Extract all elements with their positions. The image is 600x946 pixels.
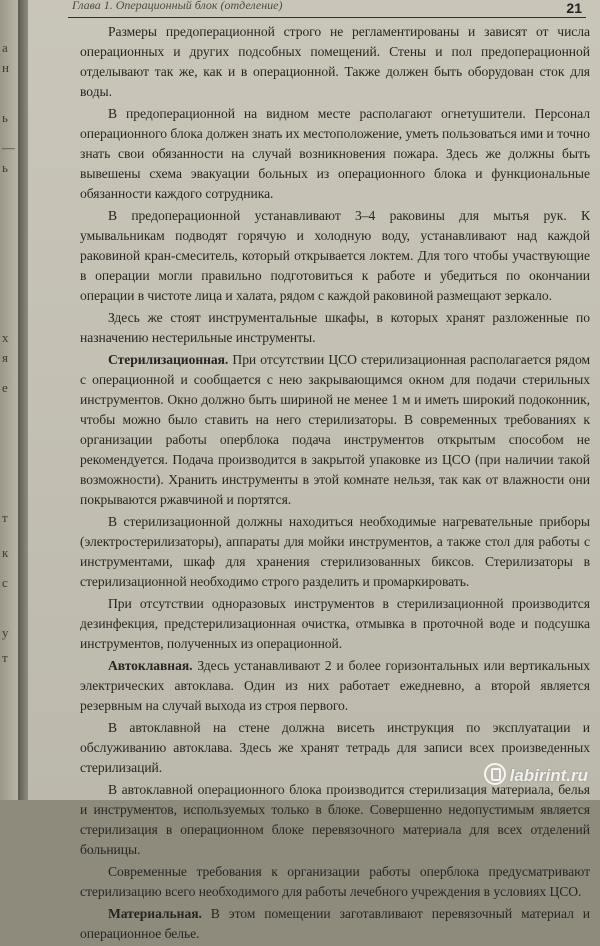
left-page-fragment: а bbox=[2, 40, 8, 55]
paragraph-text: Здесь же стоят инструментальные шкафы, в которых хранят разложенные по назначению нестерильные инструменты. bbox=[80, 310, 590, 345]
paragraph-text: При отсутствии ЦСО стерилизационная располагается рядом с операционной и сообщается с нею закрывающимся окном для подачи стерильных инструментов. Окно должно быть шириной не менее 1 м и иметь широкий подоконник, чтобы можно было ставить на него стерилизаторы. В современных требованиях к организации работы оперблока подача инструментов открытым способом не рекомендуется. Подача производится в закрытой упаковке из ЦСО (при наличии такой возможности). Хранить инструменты в этой комнате нельзя, так как от влажности они покрываются ржавчиной и портятся. bbox=[80, 352, 590, 507]
page-number: 21 bbox=[566, 0, 582, 16]
paragraph bbox=[80, 862, 590, 902]
left-page-fragment: к bbox=[2, 545, 9, 560]
left-page-fragment: у bbox=[2, 625, 9, 640]
running-header bbox=[68, 0, 586, 18]
left-page-fragment: т bbox=[2, 650, 8, 665]
paragraph-text: В этом помещении заготавливают перевязочный материал и операционное белье. bbox=[80, 906, 590, 941]
paragraph bbox=[80, 22, 590, 102]
left-page-fragment: х bbox=[2, 330, 9, 345]
watermark bbox=[484, 763, 588, 786]
left-page-fragment: т bbox=[2, 510, 8, 525]
chapter-title: Глава 1. Операционный блок (отделение) bbox=[72, 0, 283, 12]
labirint-logo-icon bbox=[484, 763, 506, 785]
paragraph-text: Здесь устанавливают 2 и более горизонтальных или вертикальных электрических автоклава. Один из них работает ежедневно, а второй является резервным на случай выхода из строя первого. bbox=[80, 658, 590, 713]
paragraph bbox=[80, 780, 590, 860]
left-page-fragment: ь bbox=[2, 160, 8, 175]
paragraph bbox=[80, 512, 590, 592]
left-page-fragment: ь bbox=[2, 110, 8, 125]
paragraph-text: В предоперационной на видном месте располагают огнетушители. Персонал операционного блока должен знать их местоположение, уметь пользоваться ими и точно знать свои обязанности на случай возникновения пожара. Здесь же должны быть вывешены схема эвакуации больных из операционного блока и функциональные обязанности каждого сотрудника. bbox=[80, 106, 590, 201]
book-gutter bbox=[18, 0, 28, 800]
watermark-text: labirint.ru bbox=[509, 766, 588, 785]
left-page-fragment: — bbox=[2, 140, 15, 155]
body-text bbox=[80, 22, 590, 946]
left-page-fragment: я bbox=[2, 350, 8, 365]
paragraph bbox=[80, 104, 590, 204]
left-page-fragment: с bbox=[2, 575, 8, 590]
left-page-edge bbox=[0, 0, 18, 800]
section-paragraph bbox=[80, 656, 590, 716]
book-page bbox=[28, 0, 600, 941]
paragraph bbox=[80, 206, 590, 306]
paragraph-text: В автоклавной на стене должна висеть инструкция по эксплуатации и обслуживанию автоклава. Здесь же хранят тетрадь для записи всех произведенных стерилизаций. bbox=[80, 720, 590, 775]
paragraph bbox=[80, 308, 590, 348]
paragraph-text: В автоклавной операционного блока производится стерилизация материала, белья и инструментов, используемых только в блоке. Совершенно недопустимым является стерилизация в операционном блоке перевязочного материала для всех отделений больницы. bbox=[80, 782, 590, 857]
section-paragraph bbox=[80, 904, 590, 944]
paragraph bbox=[80, 594, 590, 654]
paragraph-text: Современные требования к организации работы оперблока предусматривают стерилизацию всего необходимого для работы лечебного учреждения в условиях ЦСО. bbox=[80, 864, 590, 899]
section-paragraph bbox=[80, 350, 590, 510]
section-term: Стерилизационная. bbox=[108, 352, 229, 367]
section-term: Автоклавная. bbox=[108, 658, 193, 673]
paragraph-text: Размеры предоперационной строго не регламентированы и зависят от числа операционных и других подсобных помещений. Стены и пол предоперационной отделывают так же, как и в операционной. Также должен быть оборудован сток для воды. bbox=[80, 24, 590, 99]
left-page-fragment: е bbox=[2, 380, 8, 395]
left-page-fragment: н bbox=[2, 60, 9, 75]
section-term: Материальная. bbox=[108, 906, 202, 921]
paragraph-text: В стерилизационной должны находиться необходимые нагревательные приборы (электростерилизаторы), аппараты для мойки инструментов, а также стол для работы с инструментами, шкаф для хранения стерилизованных биксов. Стерилизаторы в стерилизационной необходимо строго разделить и промаркировать. bbox=[80, 514, 590, 589]
paragraph-text: При отсутствии одноразовых инструментов в стерилизационной производится дезинфекция, предстерилизационная очистка, отмывка в проточной воде и подсушка инструментов, полученных из операционной. bbox=[80, 596, 590, 651]
paragraph-text: В предоперационной устанавливают 3–4 раковины для мытья рук. К умывальникам подводят горячую и холодную воду, устанавливают над каждой раковиной кран-смеситель, который открывается локтем. Для того чтобы участвующие в операции могли правильно подготовиться к работе и убедиться по окончании операции в чистоте лица и халата, рядом с каждой раковиной размещают зеркало. bbox=[80, 208, 590, 303]
